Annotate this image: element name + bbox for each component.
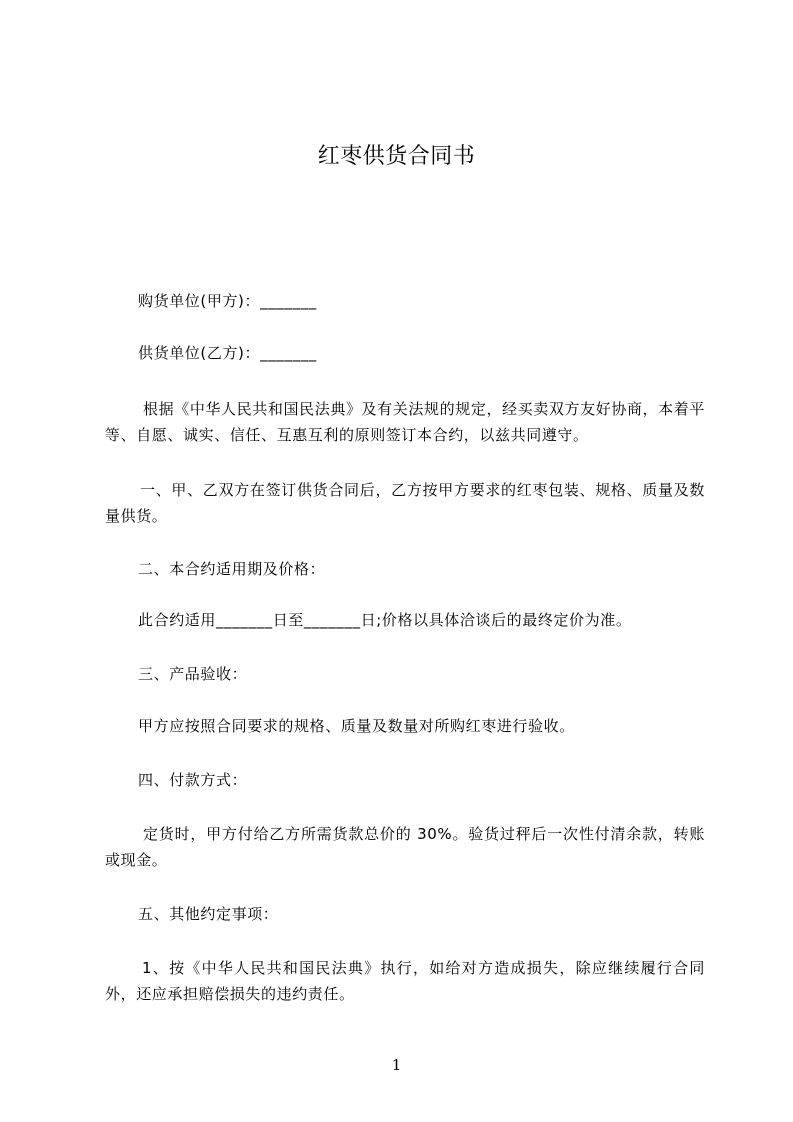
clause-5-item-1: 1、按《中华人民共和国民法典》执行，如给对方造成损失，除应继续履行合同外，还应承担赔偿损失的违约责任。 — [105, 959, 705, 1003]
clause-3-heading: 三、产品验收： — [138, 665, 248, 683]
clause-1-paragraph: 一、甲、乙双方在签订供货合同后，乙方按甲方要求的红枣包装、规格、质量及数量供货。 — [105, 481, 705, 525]
clause-4-body: 定货时，甲方付给乙方所需货款总价的 30%。验货过秤后一次性付清余款，转账或现金。 — [105, 825, 705, 869]
clause-2-heading: 二、本合约适用期及价格： — [138, 560, 326, 578]
preamble-paragraph: 根据《中华人民共和国民法典》及有关法规的规定，经买卖双方友好协商，本着平等、自愿、诚实、信任、互惠互利的原则签订本合约，以兹共同遵守。 — [105, 400, 705, 444]
clause-2-body: 此合约适用_______日至_______日;价格以具体洽谈后的最终定价为准。 — [138, 611, 632, 629]
page-number: 1 — [391, 1056, 402, 1074]
clause-3-body: 甲方应按照合同要求的规格、质量及数量对所购红枣进行验收。 — [138, 717, 575, 735]
clause-4-heading: 四、付款方式： — [138, 771, 248, 789]
buyer-line: 购货单位(甲方)：_______ — [138, 292, 317, 310]
clause-5-heading: 五、其他约定事项： — [138, 905, 279, 923]
seller-line: 供货单位(乙方)：_______ — [138, 344, 317, 362]
document-title: 红枣供货合同书 — [317, 144, 476, 169]
